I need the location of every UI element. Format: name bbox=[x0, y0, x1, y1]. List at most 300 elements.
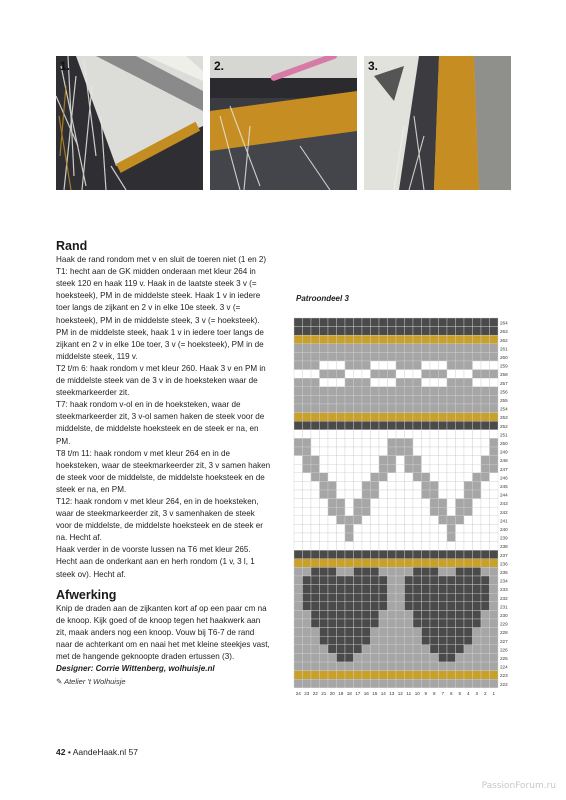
chart-cell bbox=[320, 473, 329, 482]
chart-cell bbox=[345, 619, 354, 628]
column-label: 13 bbox=[389, 690, 395, 696]
chart-cell bbox=[320, 352, 329, 361]
chart-cell bbox=[490, 335, 499, 344]
chart-cell bbox=[345, 516, 354, 525]
column-label: 5 bbox=[458, 690, 462, 696]
chart-cell bbox=[405, 550, 414, 559]
chart-cell bbox=[379, 636, 388, 645]
chart-cell bbox=[379, 352, 388, 361]
chart-cell bbox=[388, 576, 397, 585]
chart-cell bbox=[379, 559, 388, 568]
chart-cell bbox=[328, 473, 337, 482]
chart-cell bbox=[422, 473, 431, 482]
instructions-column bbox=[56, 240, 271, 688]
chart-cell bbox=[311, 679, 320, 688]
chart-cell bbox=[490, 318, 499, 327]
chart-cell bbox=[481, 507, 490, 516]
chart-cell bbox=[354, 387, 363, 396]
needle-icon: ✎ bbox=[56, 677, 65, 687]
row-label: 222 bbox=[500, 681, 508, 687]
chart-cell bbox=[439, 653, 448, 662]
chart-cell bbox=[473, 464, 482, 473]
chart-title: Patroondeel 3 bbox=[296, 294, 349, 303]
photo-fringe-border bbox=[56, 56, 203, 190]
chart-cell bbox=[490, 464, 499, 473]
chart-cell bbox=[303, 636, 312, 645]
chart-cell bbox=[490, 542, 499, 551]
chart-cell bbox=[337, 378, 346, 387]
chart-cell bbox=[294, 602, 303, 611]
chart-cell bbox=[379, 662, 388, 671]
chart-cell bbox=[422, 550, 431, 559]
chart-cell bbox=[371, 610, 380, 619]
chart-cell bbox=[354, 327, 363, 336]
chart-cell bbox=[447, 370, 456, 379]
chart-cell bbox=[430, 456, 439, 465]
chart-cell bbox=[447, 499, 456, 508]
chart-cell bbox=[396, 542, 405, 551]
chart-cell bbox=[345, 507, 354, 516]
chart-cell bbox=[294, 507, 303, 516]
chart-cell bbox=[388, 499, 397, 508]
chart-cell bbox=[379, 361, 388, 370]
chart-cell bbox=[311, 653, 320, 662]
chart-cell bbox=[371, 464, 380, 473]
chart-cell bbox=[388, 610, 397, 619]
chart-cell bbox=[396, 533, 405, 542]
chart-cell bbox=[320, 533, 329, 542]
chart-cell bbox=[345, 550, 354, 559]
chart-cell bbox=[371, 628, 380, 637]
chart-cell bbox=[456, 430, 465, 439]
rand-t13: Haak verder in de voorste lussen na T6 met kleur 265. Hecht aan de onderkant aan en herh rondom (1 v, 3 l, 1 steek ov). Hecht af. bbox=[56, 545, 255, 579]
chart-cell bbox=[422, 576, 431, 585]
chart-cell bbox=[354, 430, 363, 439]
chart-cell bbox=[490, 662, 499, 671]
chart-cell bbox=[311, 430, 320, 439]
chart-cell bbox=[413, 413, 422, 422]
chart-cell bbox=[303, 499, 312, 508]
chart-cell bbox=[490, 610, 499, 619]
chart-cell bbox=[388, 533, 397, 542]
chart-cell bbox=[337, 481, 346, 490]
chart-cell bbox=[447, 662, 456, 671]
chart-cell bbox=[320, 645, 329, 654]
chart-cell bbox=[456, 662, 465, 671]
chart-cell bbox=[481, 593, 490, 602]
chart-cell bbox=[371, 499, 380, 508]
chart-cell bbox=[405, 335, 414, 344]
chart-cell bbox=[320, 628, 329, 637]
chart-cell bbox=[396, 430, 405, 439]
chart-cell bbox=[396, 645, 405, 654]
row-label: 223 bbox=[500, 673, 508, 679]
chart-cell bbox=[362, 370, 371, 379]
chart-cell bbox=[413, 404, 422, 413]
chart-cell bbox=[362, 404, 371, 413]
chart-cell bbox=[396, 421, 405, 430]
chart-cell bbox=[345, 481, 354, 490]
chart-cell bbox=[413, 361, 422, 370]
chart-cell bbox=[464, 619, 473, 628]
chart-cell bbox=[371, 645, 380, 654]
chart-cell bbox=[456, 576, 465, 585]
row-label: 250 bbox=[500, 441, 508, 446]
chart-cell bbox=[481, 516, 490, 525]
chart-cell bbox=[481, 636, 490, 645]
chart-cell bbox=[388, 490, 397, 499]
chart-cell bbox=[422, 352, 431, 361]
chart-cell bbox=[396, 499, 405, 508]
chart-cell bbox=[396, 464, 405, 473]
chart-cell bbox=[311, 387, 320, 396]
chart-cell bbox=[294, 499, 303, 508]
chart-cell bbox=[481, 421, 490, 430]
row-label: 231 bbox=[500, 604, 508, 610]
row-label: 257 bbox=[500, 380, 508, 386]
chart-cell bbox=[481, 473, 490, 482]
chart-cell bbox=[481, 370, 490, 379]
column-label: 24 bbox=[295, 690, 301, 696]
chart-cell bbox=[379, 490, 388, 499]
chart-cell bbox=[464, 370, 473, 379]
chart-cell bbox=[422, 636, 431, 645]
chart-cell bbox=[413, 628, 422, 637]
chart-cell bbox=[405, 559, 414, 568]
chart-cell bbox=[464, 516, 473, 525]
chart-cell bbox=[439, 344, 448, 353]
chart-cell bbox=[362, 602, 371, 611]
chart-cell bbox=[379, 542, 388, 551]
chart-cell bbox=[379, 671, 388, 680]
chart-cell bbox=[413, 533, 422, 542]
chart-cell bbox=[439, 430, 448, 439]
chart-cell bbox=[464, 430, 473, 439]
chart-cell bbox=[303, 662, 312, 671]
chart-cell bbox=[481, 404, 490, 413]
row-label: 235 bbox=[500, 570, 508, 575]
chart-cell bbox=[303, 671, 312, 680]
chart-cell bbox=[388, 593, 397, 602]
chart-cell bbox=[345, 430, 354, 439]
chart-cell bbox=[447, 481, 456, 490]
chart-cell bbox=[473, 628, 482, 637]
chart-cell bbox=[354, 636, 363, 645]
chart-cell bbox=[490, 447, 499, 456]
chart-cell bbox=[294, 318, 303, 327]
chart-cell bbox=[379, 507, 388, 516]
chart-cell bbox=[388, 645, 397, 654]
chart-cell bbox=[362, 430, 371, 439]
chart-cell bbox=[379, 430, 388, 439]
chart-cell bbox=[362, 636, 371, 645]
chart-cell bbox=[396, 507, 405, 516]
chart-cell bbox=[320, 430, 329, 439]
chart-cell bbox=[405, 524, 414, 533]
chart-cell bbox=[481, 653, 490, 662]
chart-cell bbox=[464, 499, 473, 508]
chart-cell bbox=[294, 636, 303, 645]
chart-cell bbox=[345, 395, 354, 404]
chart-cell bbox=[303, 507, 312, 516]
chart-cell bbox=[320, 567, 329, 576]
chart-cell bbox=[354, 662, 363, 671]
row-label: 245 bbox=[500, 484, 508, 489]
chart-cell bbox=[328, 387, 337, 396]
chart-cell bbox=[354, 671, 363, 680]
chart-cell bbox=[379, 370, 388, 379]
chart-cell bbox=[396, 585, 405, 594]
chart-cell bbox=[481, 499, 490, 508]
chart-cell bbox=[464, 464, 473, 473]
chart-cell bbox=[456, 567, 465, 576]
chart-cell bbox=[345, 662, 354, 671]
chart-cell bbox=[294, 593, 303, 602]
chart-cell bbox=[362, 559, 371, 568]
photo-number-2: 2. bbox=[214, 59, 225, 73]
chart-cell bbox=[362, 490, 371, 499]
chart-cell bbox=[371, 559, 380, 568]
chart-cell bbox=[303, 387, 312, 396]
chart-cell bbox=[490, 352, 499, 361]
chart-cell bbox=[345, 585, 354, 594]
chart-cell bbox=[413, 645, 422, 654]
chart-cell bbox=[362, 344, 371, 353]
chart-cell bbox=[345, 499, 354, 508]
row-label: 254 bbox=[500, 406, 508, 412]
chart-cell bbox=[447, 585, 456, 594]
chart-cell bbox=[456, 421, 465, 430]
chart-cell bbox=[303, 490, 312, 499]
chart-cell bbox=[490, 507, 499, 516]
chart-cell bbox=[337, 619, 346, 628]
chart-cell bbox=[379, 387, 388, 396]
chart-cell bbox=[473, 456, 482, 465]
chart-cell bbox=[405, 395, 414, 404]
chart-cell bbox=[337, 516, 346, 525]
chart-cell bbox=[413, 671, 422, 680]
chart-cell bbox=[362, 413, 371, 422]
chart-cell bbox=[311, 550, 320, 559]
chart-cell bbox=[345, 671, 354, 680]
chart-cell bbox=[439, 481, 448, 490]
chart-cell bbox=[294, 533, 303, 542]
chart-cell bbox=[354, 421, 363, 430]
chart-cell bbox=[464, 559, 473, 568]
watermark: PassionForum.ru bbox=[481, 781, 556, 791]
chart-cell bbox=[354, 395, 363, 404]
chart-cell bbox=[345, 361, 354, 370]
chart-cell bbox=[371, 507, 380, 516]
chart-cell bbox=[464, 490, 473, 499]
chart-cell bbox=[456, 542, 465, 551]
chart-cell bbox=[345, 593, 354, 602]
chart-cell bbox=[362, 335, 371, 344]
chart-cell bbox=[354, 645, 363, 654]
chart-cell bbox=[388, 413, 397, 422]
row-label: 262 bbox=[500, 337, 508, 343]
chart-cell bbox=[490, 430, 499, 439]
chart-cell bbox=[320, 421, 329, 430]
chart-cell bbox=[481, 628, 490, 637]
chart-cell bbox=[456, 464, 465, 473]
chart-cell bbox=[490, 499, 499, 508]
chart-cell bbox=[337, 361, 346, 370]
chart-cell bbox=[464, 327, 473, 336]
chart-cell bbox=[413, 550, 422, 559]
chart-cell bbox=[311, 335, 320, 344]
chart-cell bbox=[464, 585, 473, 594]
chart-cell bbox=[362, 352, 371, 361]
chart-cell bbox=[422, 653, 431, 662]
chart-cell bbox=[396, 352, 405, 361]
chart-cell bbox=[405, 447, 414, 456]
row-label: 248 bbox=[500, 458, 508, 464]
column-label: 21 bbox=[321, 690, 327, 696]
chart-cell bbox=[311, 481, 320, 490]
chart-cell bbox=[311, 602, 320, 611]
chart-cell bbox=[490, 653, 499, 662]
chart-cell bbox=[337, 645, 346, 654]
chart-cell bbox=[447, 653, 456, 662]
chart-cell bbox=[354, 370, 363, 379]
chart-cell bbox=[481, 533, 490, 542]
row-label: 261 bbox=[500, 346, 508, 352]
chart-cell bbox=[320, 327, 329, 336]
chart-cell bbox=[371, 370, 380, 379]
chart-cell bbox=[447, 327, 456, 336]
chart-cell bbox=[362, 438, 371, 447]
chart-cell bbox=[456, 533, 465, 542]
chart-cell bbox=[362, 464, 371, 473]
chart-cell bbox=[464, 395, 473, 404]
chart-cell bbox=[294, 662, 303, 671]
chart-cell bbox=[337, 550, 346, 559]
chart-cell bbox=[422, 507, 431, 516]
row-label: 244 bbox=[500, 492, 508, 498]
chart-cell bbox=[464, 378, 473, 387]
chart-cell bbox=[447, 464, 456, 473]
chart-cell bbox=[413, 559, 422, 568]
chart-cell bbox=[303, 473, 312, 482]
chart-cell bbox=[439, 602, 448, 611]
chart-cell bbox=[456, 610, 465, 619]
chart-cell bbox=[422, 610, 431, 619]
column-label: 2 bbox=[483, 690, 487, 696]
chart-cell bbox=[388, 602, 397, 611]
chart-cell bbox=[371, 404, 380, 413]
chart-cell bbox=[371, 542, 380, 551]
chart-cell bbox=[337, 352, 346, 361]
chart-cell bbox=[388, 318, 397, 327]
chart-cell bbox=[396, 636, 405, 645]
chart-cell bbox=[413, 327, 422, 336]
chart-cell bbox=[362, 516, 371, 525]
chart-cell bbox=[354, 533, 363, 542]
chart-cell bbox=[362, 671, 371, 680]
chart-cell bbox=[396, 567, 405, 576]
chart-cell bbox=[422, 516, 431, 525]
chart-cell bbox=[447, 318, 456, 327]
chart-cell bbox=[379, 645, 388, 654]
chart-cell bbox=[328, 499, 337, 508]
chart-cell bbox=[320, 516, 329, 525]
chart-cell bbox=[345, 490, 354, 499]
chart-cell bbox=[481, 413, 490, 422]
row-label: 240 bbox=[500, 527, 508, 532]
chart-cell bbox=[362, 378, 371, 387]
chart-cell bbox=[481, 576, 490, 585]
chart-cell bbox=[447, 619, 456, 628]
chart-cell bbox=[464, 671, 473, 680]
chart-cell bbox=[303, 610, 312, 619]
chart-cell bbox=[473, 679, 482, 688]
chart-cell bbox=[447, 679, 456, 688]
chart-cell bbox=[371, 533, 380, 542]
chart-cell bbox=[456, 335, 465, 344]
chart-cell bbox=[405, 645, 414, 654]
chart-cell bbox=[422, 585, 431, 594]
chart-cell bbox=[303, 653, 312, 662]
column-label: 8 bbox=[432, 690, 436, 696]
chart-cell bbox=[481, 361, 490, 370]
chart-cell bbox=[413, 576, 422, 585]
chart-cell bbox=[481, 335, 490, 344]
chart-cell bbox=[388, 628, 397, 637]
chart-cell bbox=[473, 413, 482, 422]
chart-cell bbox=[371, 344, 380, 353]
chart-cell bbox=[294, 481, 303, 490]
chart-cell bbox=[371, 524, 380, 533]
chart-cell bbox=[413, 602, 422, 611]
chart-cell bbox=[464, 524, 473, 533]
chart-cell bbox=[294, 473, 303, 482]
chart-cell bbox=[379, 619, 388, 628]
chart-cell bbox=[345, 679, 354, 688]
chart-cell bbox=[439, 662, 448, 671]
chart-cell bbox=[447, 395, 456, 404]
chart-cell bbox=[337, 335, 346, 344]
chart-cell bbox=[354, 413, 363, 422]
chart-cell bbox=[320, 524, 329, 533]
chart-cell bbox=[362, 361, 371, 370]
chart-cell bbox=[447, 567, 456, 576]
chart-cell bbox=[303, 395, 312, 404]
chart-cell bbox=[388, 542, 397, 551]
chart-cell bbox=[422, 490, 431, 499]
row-label: 242 bbox=[500, 509, 508, 515]
rand-intro: Haak de rand rondom met v en sluit de toeren niet (1 en 2) bbox=[56, 255, 267, 265]
chart-cell bbox=[490, 679, 499, 688]
chart-cell bbox=[345, 567, 354, 576]
chart-cell bbox=[379, 473, 388, 482]
chart-cell bbox=[405, 602, 414, 611]
chart-cell bbox=[328, 507, 337, 516]
chart-cell bbox=[328, 438, 337, 447]
chart-cell bbox=[464, 438, 473, 447]
chart-cell bbox=[481, 430, 490, 439]
chart-cell bbox=[456, 671, 465, 680]
chart-cell bbox=[320, 404, 329, 413]
chart-cell bbox=[303, 481, 312, 490]
chart-cell bbox=[396, 361, 405, 370]
chart-cell bbox=[388, 516, 397, 525]
chart-cell bbox=[371, 395, 380, 404]
chart-cell bbox=[294, 335, 303, 344]
chart-cell bbox=[439, 524, 448, 533]
row-label: 225 bbox=[500, 656, 508, 661]
chart-cell bbox=[405, 671, 414, 680]
